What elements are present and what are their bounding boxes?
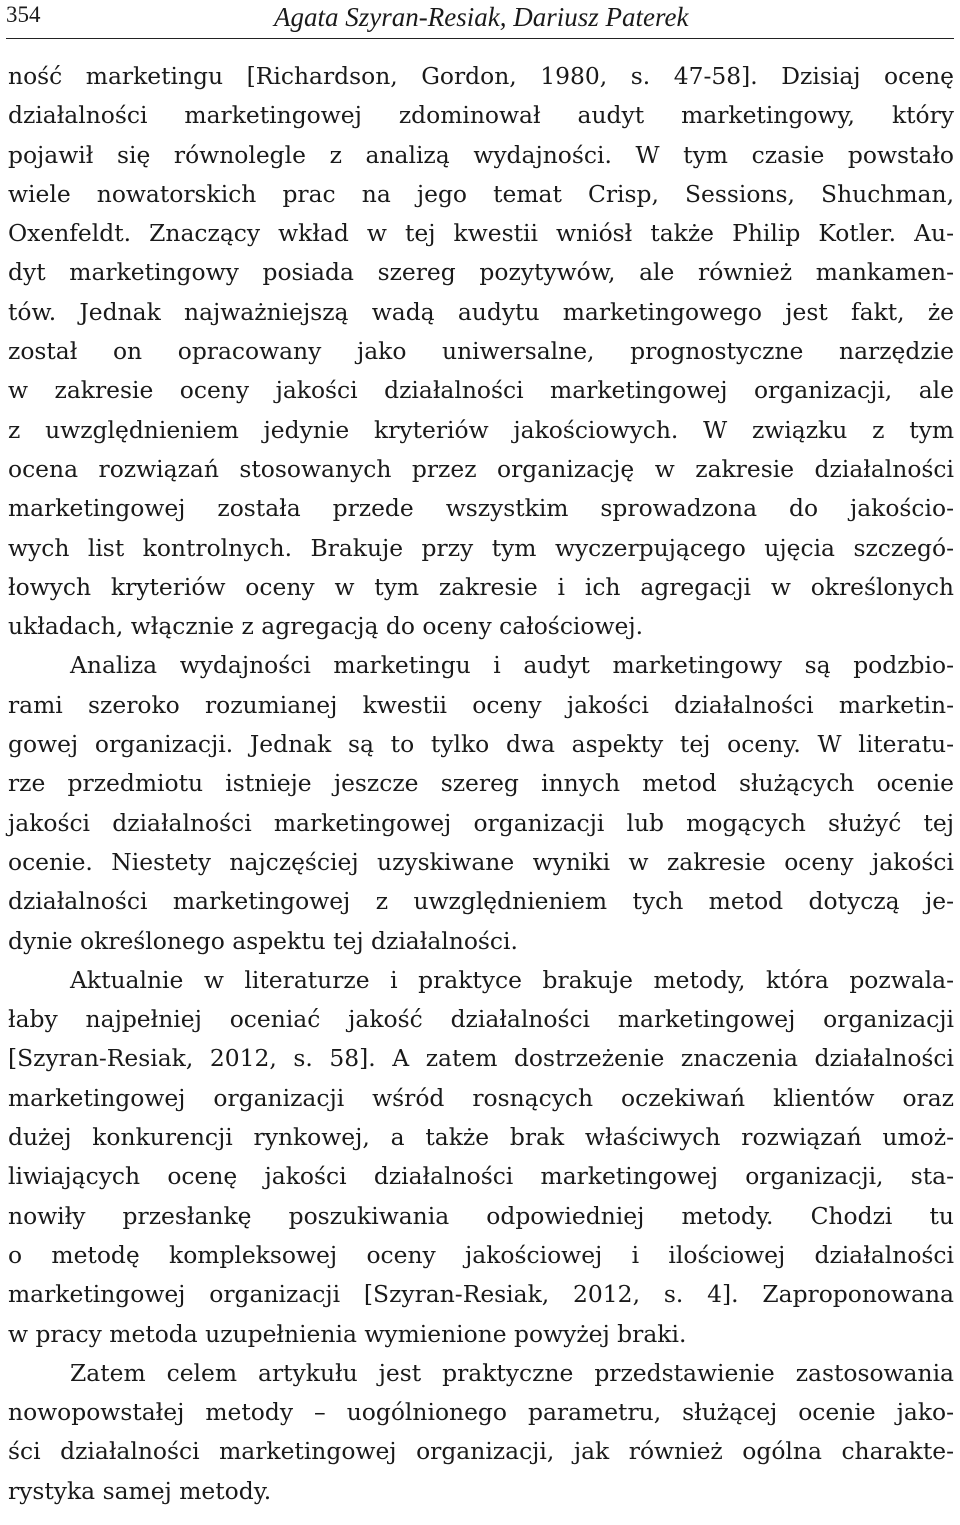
text-line: o metodę kompleksowej oceny jakościowej i ilościowej działalności	[8, 1240, 954, 1269]
text-line: rze przedmiotu istnieje jeszcze szereg innych metod służących ocenie	[8, 769, 954, 798]
text-line: liwiających ocenę jakości działalności marketingowej organizacji, sta-	[8, 1162, 954, 1191]
text-line: marketingowej organizacji wśród rosnących oczekiwań klientów oraz	[8, 1083, 954, 1112]
text-line: dynie określonego aspektu tej działalności.	[8, 926, 518, 955]
text-line: jakości działalności marketingowej organizacji lub mogących służyć tej	[8, 808, 954, 837]
text-line: w zakresie oceny jakości działalności marketingowej organizacji, ale	[8, 376, 954, 405]
text-line: łaby najpełniej oceniać jakość działalności marketingowej organizacji	[8, 1005, 954, 1034]
text-line: ocena rozwiązań stosowanych przez organizację w zakresie działalności	[8, 454, 954, 483]
text-line: dużej konkurencji rynkowej, a także brak właściwych rozwiązań umoż-	[8, 1123, 954, 1152]
text-line: wiele nowatorskich prac na jego temat Crisp, Sessions, Shuchman,	[8, 179, 954, 208]
page-header	[6, 0, 954, 39]
text-line: z uwzględnieniem jedynie kryteriów jakościowych. W związku z tym	[8, 415, 954, 444]
text-line: układach, włącznie z agregacją do oceny całościowej.	[8, 612, 644, 641]
text-line: Aktualnie w literaturze i praktyce brakuje metody, która pozwala-	[70, 965, 954, 994]
running-head-authors: Agata Szyran-Resiak, Dariusz Paterek	[274, 2, 689, 32]
text-line: dyt marketingowy posiada szereg pozytywów, ale również mankamen-	[8, 258, 954, 287]
text-line: ność marketingu [Richardson, Gordon, 1980, s. 47-58]. Dzisiaj ocenę	[8, 62, 954, 90]
page-number: 354	[6, 2, 41, 27]
text-line: Analiza wydajności marketingu i audyt marketingowy są podzbio-	[70, 651, 954, 680]
text-line: gowej organizacji. Jednak są to tylko dwa aspekty tej oceny. W literatu-	[8, 730, 954, 759]
text-line: [Szyran-Resiak, 2012, s. 58]. A zatem dostrzeżenie znaczenia działalności	[8, 1044, 954, 1073]
text-line: marketingowej została przede wszystkim sprowadzona do jakościo-	[8, 494, 954, 523]
text-line: ocenie. Niestety najczęściej uzyskiwane wyniki w zakresie oceny jakości	[8, 847, 954, 876]
text-line: w pracy metoda uzupełnienia wymienione powyżej braki.	[8, 1319, 687, 1348]
text-line: nowiły przesłankę poszukiwania odpowiedniej metody. Chodzi tu	[8, 1201, 954, 1230]
text-line: tów. Jednak najważniejszą wadą audytu marketingowego jest fakt, że	[8, 297, 954, 326]
text-line: łowych kryteriów oceny w tym zakresie i ich agregacji w określonych	[8, 572, 954, 601]
body-text	[8, 57, 954, 1511]
text-line: wych list kontrolnych. Brakuje przy tym wyczerpującego ujęcia szczegó-	[8, 533, 954, 562]
text-line: rystyka samej metody.	[8, 1476, 272, 1505]
text-line: Zatem celem artykułu jest praktyczne przedstawienie zastosowania	[70, 1358, 954, 1387]
text-line: ści działalności marketingowej organizacji, jak również ogólna charakte-	[8, 1437, 954, 1466]
text-line: pojawił się równolegle z analizą wydajności. W tym czasie powstało	[8, 140, 954, 169]
text-line: Oxenfeldt. Znaczący wkład w tej kwestii wniósł także Philip Kotler. Au-	[8, 219, 954, 248]
text-line: rami szeroko rozumianej kwestii oceny jakości działalności marketin-	[8, 690, 954, 719]
text-line: został on opracowany jako uniwersalne, prognostyczne narzędzie	[8, 337, 954, 366]
text-line: marketingowej organizacji [Szyran-Resiak, 2012, s. 4]. Zaproponowana	[8, 1280, 954, 1309]
text-line: nowopowstałej metody – uogólnionego parametru, służącej ocenie jako-	[8, 1398, 954, 1427]
text-line: działalności marketingowej z uwzględnieniem tych metod dotyczą je-	[8, 887, 954, 916]
text-line: działalności marketingowej zdominował audyt marketingowy, który	[8, 101, 954, 130]
